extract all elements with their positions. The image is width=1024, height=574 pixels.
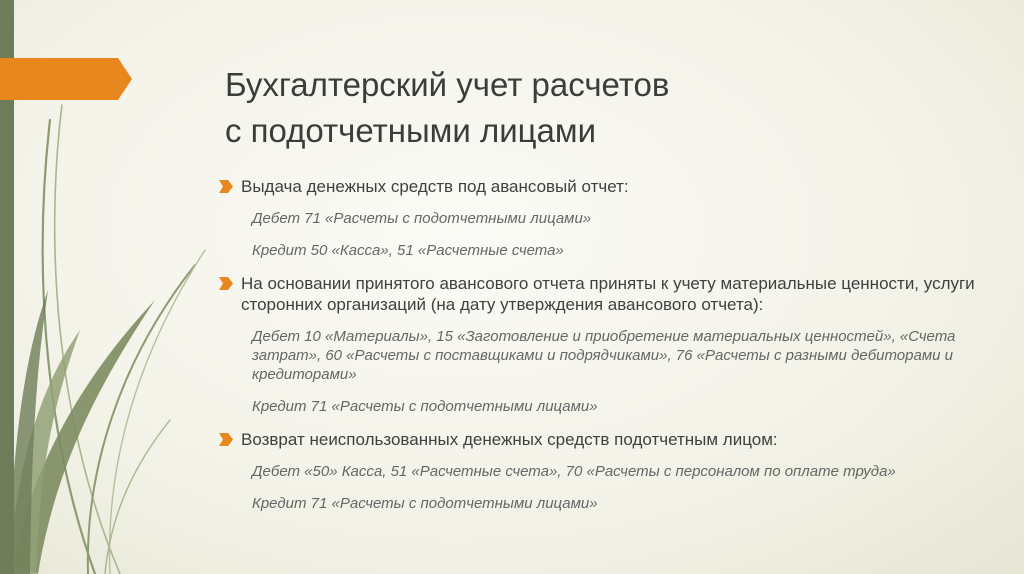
bullet-item bbox=[219, 176, 1009, 197]
arrow-bullet-icon bbox=[219, 277, 233, 290]
title-line-2: с подотчетными лицами bbox=[225, 112, 597, 149]
bullet-item bbox=[219, 429, 1009, 450]
slide-title bbox=[225, 62, 965, 154]
bullet-text: На основании принятого авансового отчета приняты к учету материальные ценности, услуги сторонних организаций (на дату утверждения авансового отчета): bbox=[241, 274, 975, 314]
slide-content bbox=[219, 176, 1009, 526]
sub-item: Кредит 50 «Касса», 51 «Расчетные счета» bbox=[252, 242, 564, 259]
orange-accent-tab bbox=[0, 58, 132, 100]
bullet-text: Выдача денежных средств под авансовый отчет: bbox=[241, 177, 629, 196]
arrow-bullet-icon bbox=[219, 433, 233, 446]
bullet-item bbox=[219, 273, 1009, 315]
bullet-text: Возврат неиспользованных денежных средств подотчетным лицом: bbox=[241, 430, 778, 449]
title-line-1: Бухгалтерский учет расчетов bbox=[225, 66, 670, 103]
sub-item: Кредит 71 «Расчеты с подотчетными лицами» bbox=[252, 398, 598, 415]
sub-item: Кредит 71 «Расчеты с подотчетными лицами» bbox=[252, 495, 598, 512]
sub-item: Дебет «50» Касса, 51 «Расчетные счета», 70 «Расчеты с персоналом по оплате труда» bbox=[252, 463, 896, 480]
sub-item: Дебет 10 «Материалы», 15 «Заготовление и приобретение материальных ценностей», «Счета затрат», 60 «Расчеты с поставщиками и подрядчиками», 76 «Расчеты с разными дебиторами и кредиторами» bbox=[252, 328, 956, 383]
sub-item: Дебет 71 «Расчеты с подотчетными лицами» bbox=[252, 210, 592, 227]
arrow-bullet-icon bbox=[219, 180, 233, 193]
